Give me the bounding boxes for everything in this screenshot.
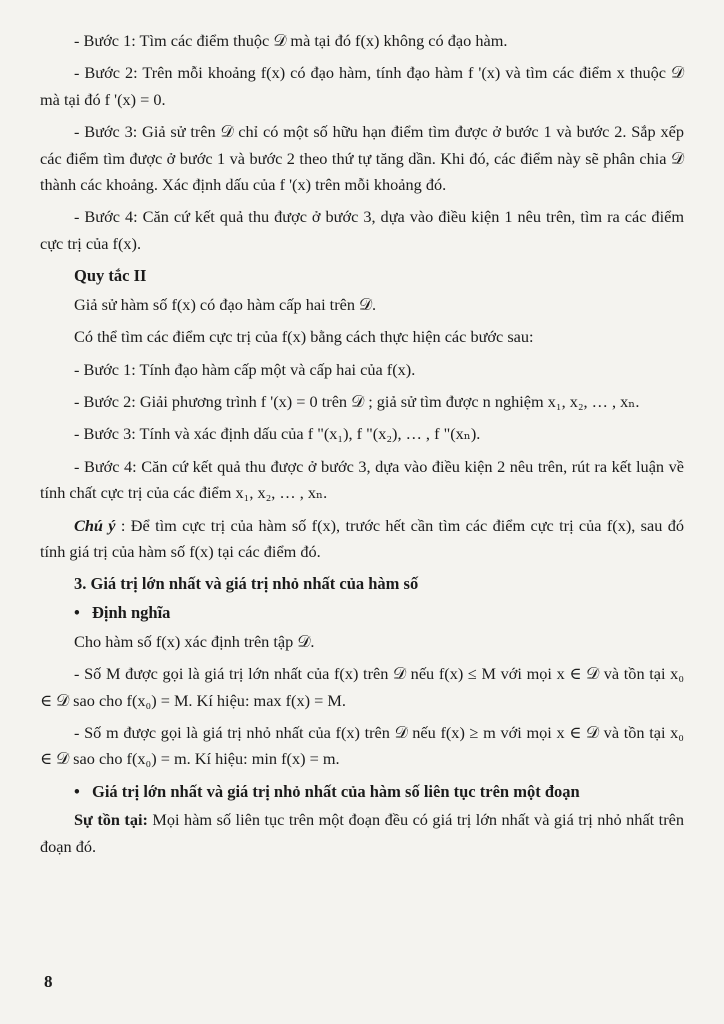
note-text: : Để tìm cực trị của hàm số f(x), trước hết cần tìm các điểm cực trị của f(x), sau đó tính giá trị của hàm số f(x) tại các điểm đó.	[40, 515, 684, 561]
step4-rule1: - Bước 4: Căn cứ kết quả thu được ở bước 3, dựa vào điều kiện 1 nêu trên, tìm ra các điểm cực trị của f(x).	[40, 207, 684, 253]
step2-rule2: - Bước 2: Giải phương trình f '(x) = 0 trên 𝒟 ; giả sử tìm được n nghiệm x₁, x₂, … , xₙ.	[74, 392, 640, 412]
min-definition: - Số m được gọi là giá trị nhỏ nhất của f(x) trên 𝒟 nếu f(x) ≥ m với mọi x ∈ 𝒟 và tồn tại x₀ ∈ 𝒟 sao cho f(x₀) = m. Kí hiệu: min f(x) = m.	[40, 722, 684, 769]
definition-heading: Định nghĩa	[92, 603, 171, 623]
definition-bullet	[74, 600, 684, 627]
step2-rule1: - Bước 2: Trên mỗi khoảng f(x) có đạo hàm, tính đạo hàm f '(x) và tìm các điểm x thuộc 𝒟 mà tại đó f '(x) = 0.	[40, 63, 684, 109]
definition-intro: Cho hàm số f(x) xác định trên tập 𝒟.	[74, 631, 315, 651]
note-label: Chú ý	[74, 515, 116, 535]
max-definition: - Số M được gọi là giá trị lớn nhất của f(x) trên 𝒟 nếu f(x) ≤ M với mọi x ∈ 𝒟 và tồn tại x₀ ∈ 𝒟 sao cho f(x₀) = M. Kí hiệu: max f(x) = M.	[40, 664, 684, 710]
bullet-icon: •	[74, 781, 80, 801]
continuous-heading: Giá trị lớn nhất và giá trị nhỏ nhất của hàm số liên tục trên một đoạn	[92, 781, 580, 801]
bullet-icon: •	[74, 603, 80, 623]
heading-rule-2: Quy tắc II	[74, 266, 147, 286]
rule2-assumption: Giả sử hàm số f(x) có đạo hàm cấp hai trên 𝒟.	[74, 294, 377, 314]
existence-label: Sự tồn tại:	[74, 810, 148, 830]
heading-section-3: 3. Giá trị lớn nhất và giá trị nhỏ nhất của hàm số	[74, 574, 419, 594]
page-number: 8	[44, 972, 53, 991]
existence-paragraph	[40, 807, 684, 860]
step3-rule2: - Bước 3: Tính và xác định dấu của f "(x₁), f "(x₂), … , f "(xₙ).	[74, 424, 481, 444]
continuous-bullet	[74, 779, 684, 806]
step4-rule2: - Bước 4: Căn cứ kết quả thu được ở bước 3, dựa vào điều kiện 2 nêu trên, rút ra kết luận về tính chất cực trị của các điểm x₁, x₂, … , xₙ.	[40, 456, 684, 503]
step3-rule1: - Bước 3: Giả sử trên 𝒟 chỉ có một số hữu hạn điểm tìm được ở bước 1 và bước 2. Sắp xếp các điểm tìm được ở bước 1 và bước 2 theo thứ tự tăng dần. Khi đó, các điểm này sẽ phân chia 𝒟 thành các khoảng. Xác định dấu của f '(x) trên mỗi khoảng đó.	[40, 122, 684, 194]
rule2-intro: Có thể tìm các điểm cực trị của f(x) bằng cách thực hiện các bước sau:	[74, 327, 534, 347]
step1-rule1: - Bước 1: Tìm các điểm thuộc 𝒟 mà tại đó f(x) không có đạo hàm.	[74, 31, 508, 50]
note-paragraph	[40, 513, 684, 566]
step1-rule2: - Bước 1: Tính đạo hàm cấp một và cấp hai của f(x).	[74, 359, 416, 379]
existence-text: Mọi hàm số liên tục trên một đoạn đều có giá trị lớn nhất và giá trị nhỏ nhất trên đoạn đó.	[40, 810, 684, 856]
